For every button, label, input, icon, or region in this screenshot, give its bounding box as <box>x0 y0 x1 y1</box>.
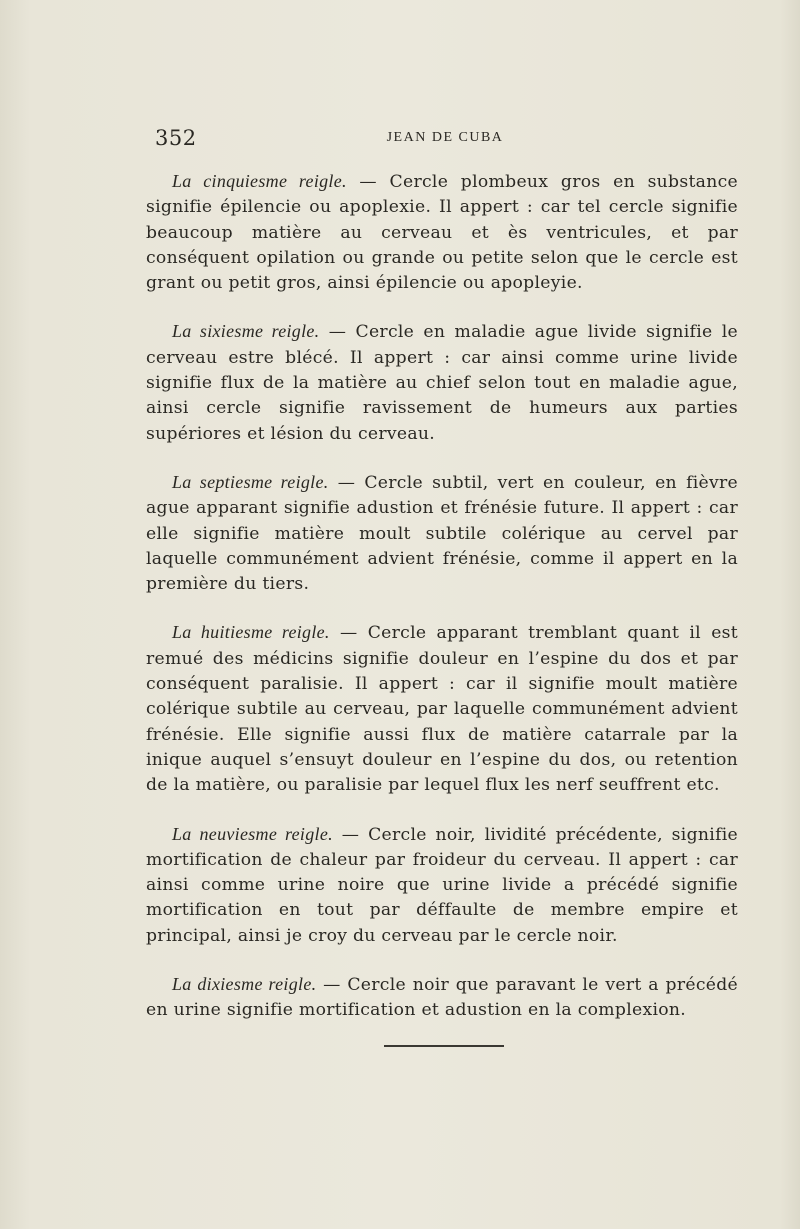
paragraph-rule-8 <box>146 620 738 798</box>
rule-dash: — <box>328 472 365 493</box>
rule-dash: — <box>329 623 368 644</box>
rule-dash: — <box>332 824 369 845</box>
paragraph-rule-5 <box>146 169 738 296</box>
paragraph-rule-10 <box>146 972 738 1024</box>
page-header <box>155 126 735 156</box>
page-number: 352 <box>155 126 197 150</box>
rule-dash: — <box>316 975 348 996</box>
paragraph-rule-7 <box>146 470 738 597</box>
page-body <box>146 169 738 1047</box>
rule-text: Cercle plombeux gros en substance signifie épilencie ou apoplexie. Il appert : car tel cercle signifie beaucoup matière au cerveau et ès ventricules, et par conséquent opilation ou grande ou petite selon que le cercle est grant ou petit gros, ainsi épilencie ou apopleyie. <box>146 172 738 294</box>
rule-title: La dixiesme reigle. <box>172 974 317 995</box>
rule-title: La neuviesme reigle. <box>172 823 333 844</box>
rule-dash: — <box>319 322 356 343</box>
rule-text: Cercle en maladie ague livide signifie le cerveau estre blécé. Il appert : car ainsi comme urine livide signifie flux de la matière au chief selon tout en maladie ague, ainsi cercle signifie ravissement de humeurs aux parties supériores et lésion du cerveau. <box>146 322 738 444</box>
rule-dash: — <box>346 172 390 192</box>
rule-text: Cercle apparant tremblant quant il est remué des médicins signifie douleur en l’espine du dos et par conséquent paralisie. Il appert : car il signifie moult matière colérique subtile au cerveau, par laquelle communément advient frénésie. Elle signifie aussi flux de matière catarrale par la inique auquel s’ensuyt douleur en l’espine du dos, ou retention de la matière, ou paralisie par lequel flux les nerf seuffrent etc. <box>146 623 739 796</box>
rule-title: La septiesme reigle. <box>172 471 329 492</box>
paragraph-rule-9 <box>146 822 738 949</box>
running-title: JEAN DE CUBA <box>386 130 504 145</box>
rule-text: Cercle subtil, vert en couleur, en fièvre ague apparant signifie adustion et frénésie future. Il appert : car elle signifie matière moult subtile colérique au cervel par laquelle communément advient frénésie, comme il appert en la première du tiers. <box>146 472 739 595</box>
rule-text: Cercle noir que paravant le vert a précédé en urine signifie mortification et adustion en la complexion. <box>146 975 738 1021</box>
rule-title: La cinquiesme reigle. <box>172 171 347 191</box>
end-rule-divider <box>384 1045 504 1047</box>
rule-title: La huitiesme reigle. <box>172 622 330 643</box>
rule-text: Cercle noir, lividité précédente, signifie mortification de chaleur par froideur du cerveau. Il appert : car ainsi comme urine noire que urine livide a précédé signifie mortification en tout par déffaulte de membre empire et principal, ainsi je croy du cerveau par le cercle noir. <box>146 824 738 946</box>
rule-title: La sixiesme reigle. <box>172 321 320 342</box>
paragraph-rule-6 <box>146 319 738 446</box>
